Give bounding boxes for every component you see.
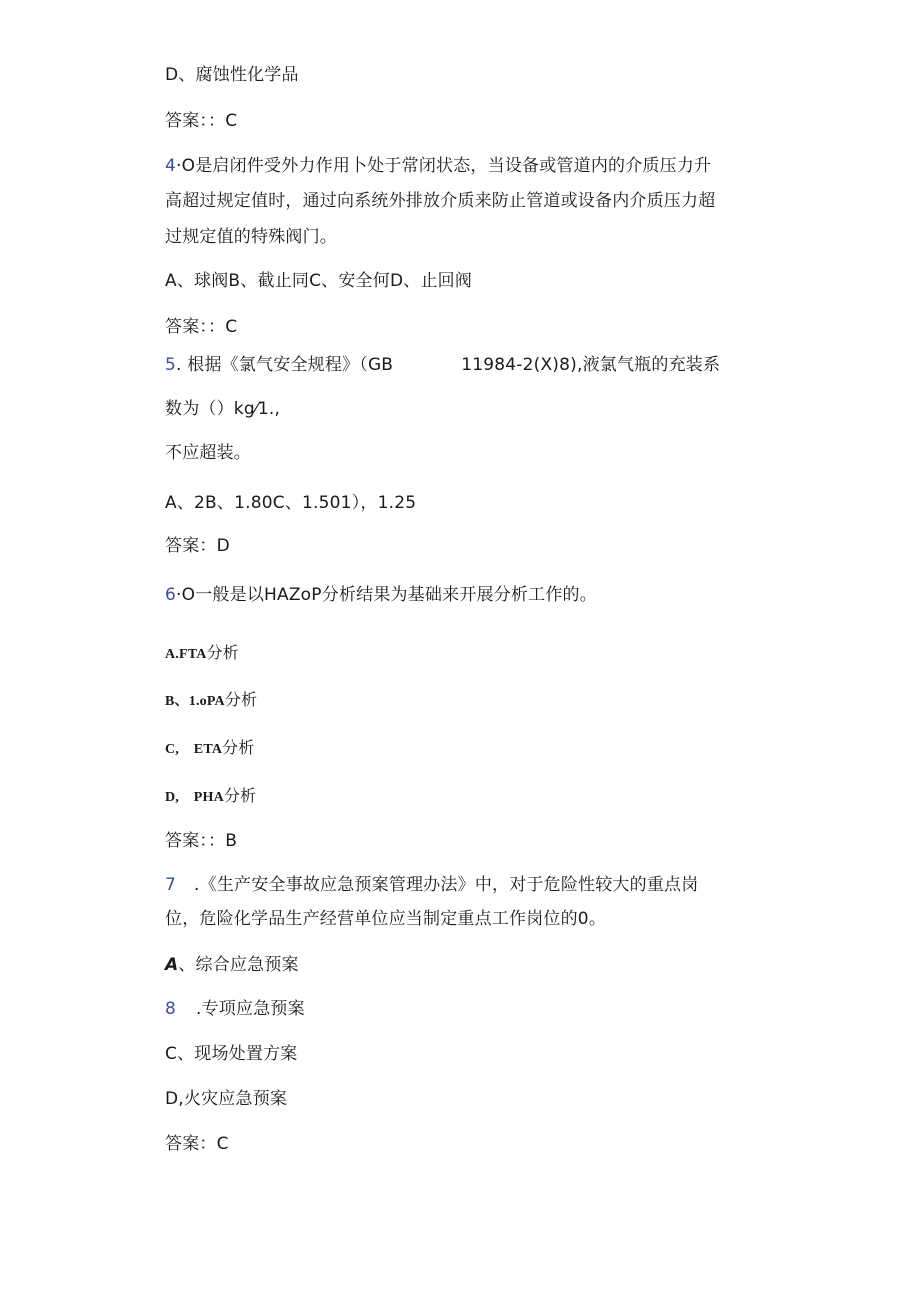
option-text: 分析 [223, 786, 257, 805]
option-d-q7: D,火灾应急预案 [165, 1089, 288, 1109]
option-letter: A [165, 955, 179, 975]
question-number: 6 [165, 585, 177, 605]
answer-q7: 答案：C [165, 1134, 229, 1154]
question-6 [165, 584, 597, 606]
question-7-line-1 [165, 874, 698, 896]
option-d-q6 [165, 785, 256, 809]
question-number: 7 [165, 875, 177, 895]
question-5-line-2: 数为（）kg⁄1., [165, 399, 281, 419]
option-number: 8 [165, 999, 177, 1019]
option-a-q7 [165, 954, 299, 976]
question-number: 4 [165, 156, 177, 176]
option-b-q6 [165, 689, 257, 713]
question-5-line-3: 不应超装。 [165, 443, 251, 463]
answer-q6: 答案：：B [165, 831, 238, 851]
question-7-line-2: 位，危险化学品生产经营单位应当制定重点工作岗位的0。 [165, 909, 607, 929]
option-d-q3: D、腐蚀性化学品 [165, 65, 299, 85]
option-c-q7: C、现场处置方案 [165, 1044, 298, 1064]
question-4-line-1 [165, 155, 711, 177]
answer-q4: 答案：：C [165, 317, 238, 337]
options-q4: A、球阀B、截止同C、安全何D、止回阀 [165, 271, 473, 291]
answer-q3: 答案：：C [165, 111, 238, 131]
option-label: D, PHA [165, 790, 224, 805]
option-label: A.FTA [165, 647, 207, 662]
question-4-line-2: 高超过规定值时，通过向系统外排放介质来防止管道或设备内介质压力超 [165, 191, 716, 211]
option-text: 分析 [224, 690, 258, 709]
option-label: C, ETA [165, 742, 223, 757]
option-b-q7 [165, 998, 305, 1020]
question-5-line-1 [165, 354, 720, 376]
option-label: B、1.oPA [165, 694, 225, 709]
option-a-q6 [165, 642, 239, 666]
question-text-a: . 根据《氯气安全规程》（GB [176, 355, 394, 375]
question-text-b: 11984-2(X)8),液氯气瓶的充装系 [461, 355, 721, 375]
option-text: 、综合应急预案 [178, 955, 299, 975]
option-c-q6 [165, 737, 255, 761]
question-4-line-3: 过规定值的特殊阀门。 [165, 227, 337, 247]
question-number: 5 [165, 355, 177, 375]
question-text: ·O一般是以HAZoP分析结果为基础来开展分析工作的。 [176, 585, 597, 605]
options-q5: A、2B、1.80C、1.501），1.25 [165, 493, 417, 513]
option-text: 分析 [222, 738, 255, 757]
answer-q5: 答案：D [165, 536, 230, 556]
question-text: .《生产安全事故应急预案管理办法》中，对于危险性较大的重点岗 [194, 875, 699, 895]
question-text: ·O是启闭件受外力作用卜处于常闭状态，当设备或管道内的介质压力升 [176, 156, 712, 176]
option-text: .专项应急预案 [196, 999, 305, 1019]
option-text: 分析 [206, 643, 239, 662]
